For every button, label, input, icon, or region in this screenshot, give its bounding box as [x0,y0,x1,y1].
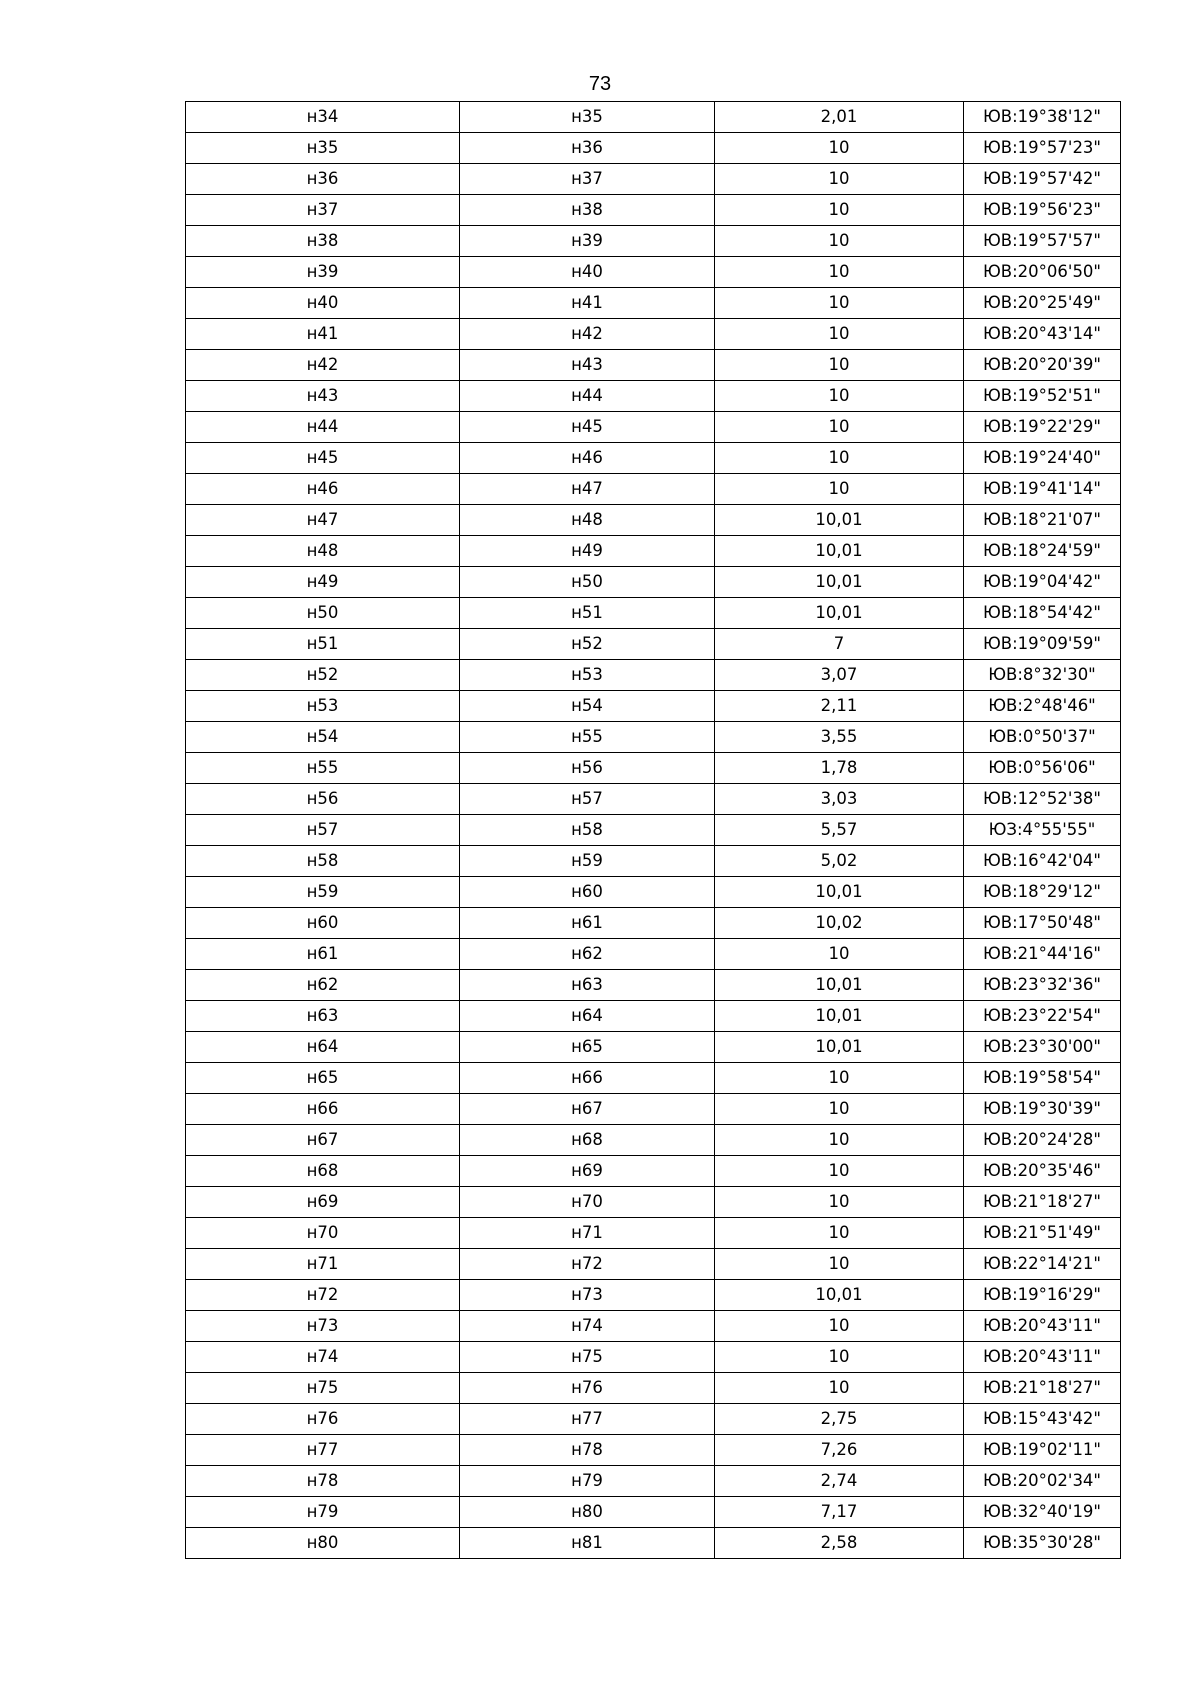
distance-cell: 10 [715,226,964,257]
table-row [186,1528,1121,1559]
to-point-cell: н47 [460,474,715,505]
distance-cell: 10 [715,350,964,381]
from-point-cell: н40 [186,288,460,319]
to-point-cell: н44 [460,381,715,412]
from-point-cell: н69 [186,1187,460,1218]
from-point-cell: н44 [186,412,460,443]
bearing-cell: ЮВ:20°25'49" [964,288,1121,319]
bearing-cell: ЮВ:19°02'11" [964,1435,1121,1466]
bearing-cell: ЮВ:23°30'00" [964,1032,1121,1063]
bearing-cell: ЮВ:35°30'28" [964,1528,1121,1559]
table-row [186,660,1121,691]
table-row [186,877,1121,908]
from-point-cell: н58 [186,846,460,877]
table-row [186,1187,1121,1218]
to-point-cell: н67 [460,1094,715,1125]
bearing-cell: ЮВ:0°50'37" [964,722,1121,753]
table-row [186,567,1121,598]
distance-cell: 2,11 [715,691,964,722]
from-point-cell: н49 [186,567,460,598]
bearing-cell: ЮВ:18°21'07" [964,505,1121,536]
to-point-cell: н62 [460,939,715,970]
table-row [186,505,1121,536]
to-point-cell: н36 [460,133,715,164]
to-point-cell: н59 [460,846,715,877]
bearing-cell: ЮВ:20°43'11" [964,1342,1121,1373]
table-row [186,629,1121,660]
from-point-cell: н76 [186,1404,460,1435]
table-row [186,350,1121,381]
table-row [186,1404,1121,1435]
to-point-cell: н41 [460,288,715,319]
to-point-cell: н50 [460,567,715,598]
bearing-cell: ЮВ:32°40'19" [964,1497,1121,1528]
to-point-cell: н43 [460,350,715,381]
to-point-cell: н77 [460,1404,715,1435]
to-point-cell: н63 [460,970,715,1001]
table-row [186,1063,1121,1094]
bearing-cell: ЮВ:17°50'48" [964,908,1121,939]
from-point-cell: н62 [186,970,460,1001]
bearing-cell: ЮВ:19°30'39" [964,1094,1121,1125]
table-row [186,753,1121,784]
table-row [186,288,1121,319]
from-point-cell: н78 [186,1466,460,1497]
table-row [186,815,1121,846]
bearing-cell: ЮВ:21°18'27" [964,1373,1121,1404]
from-point-cell: н47 [186,505,460,536]
distance-cell: 10,01 [715,505,964,536]
distance-cell: 1,78 [715,753,964,784]
to-point-cell: н80 [460,1497,715,1528]
to-point-cell: н68 [460,1125,715,1156]
to-point-cell: н66 [460,1063,715,1094]
to-point-cell: н78 [460,1435,715,1466]
distance-cell: 10 [715,288,964,319]
from-point-cell: н52 [186,660,460,691]
table-row [186,1373,1121,1404]
bearing-cell: ЮВ:20°24'28" [964,1125,1121,1156]
from-point-cell: н57 [186,815,460,846]
table-row [186,1156,1121,1187]
from-point-cell: н48 [186,536,460,567]
table-row [186,226,1121,257]
bearing-cell: ЮВ:20°43'14" [964,319,1121,350]
table-row [186,908,1121,939]
distance-cell: 3,03 [715,784,964,815]
from-point-cell: н79 [186,1497,460,1528]
bearing-cell: ЮВ:19°24'40" [964,443,1121,474]
from-point-cell: н42 [186,350,460,381]
bearing-cell: ЮВ:12°52'38" [964,784,1121,815]
distance-cell: 2,58 [715,1528,964,1559]
bearing-cell: ЮВ:19°22'29" [964,412,1121,443]
to-point-cell: н58 [460,815,715,846]
bearing-cell: ЮВ:2°48'46" [964,691,1121,722]
from-point-cell: н71 [186,1249,460,1280]
distance-cell: 10,01 [715,536,964,567]
distance-cell: 10 [715,1156,964,1187]
table-body [186,102,1121,1559]
from-point-cell: н63 [186,1001,460,1032]
distance-cell: 10 [715,1249,964,1280]
from-point-cell: н55 [186,753,460,784]
from-point-cell: н53 [186,691,460,722]
from-point-cell: н38 [186,226,460,257]
table-row [186,1466,1121,1497]
distance-cell: 2,75 [715,1404,964,1435]
bearing-cell: ЮВ:8°32'30" [964,660,1121,691]
distance-cell: 10 [715,939,964,970]
bearing-cell: ЮВ:18°29'12" [964,877,1121,908]
distance-cell: 3,07 [715,660,964,691]
distance-cell: 10 [715,257,964,288]
from-point-cell: н39 [186,257,460,288]
distance-cell: 10 [715,1311,964,1342]
table-row [186,102,1121,133]
to-point-cell: н61 [460,908,715,939]
to-point-cell: н76 [460,1373,715,1404]
table-row [186,1001,1121,1032]
to-point-cell: н39 [460,226,715,257]
to-point-cell: н56 [460,753,715,784]
bearing-cell: ЮВ:19°57'57" [964,226,1121,257]
from-point-cell: н60 [186,908,460,939]
to-point-cell: н49 [460,536,715,567]
bearing-cell: ЮВ:20°02'34" [964,1466,1121,1497]
distance-cell: 10,01 [715,1001,964,1032]
distance-cell: 10,01 [715,1280,964,1311]
to-point-cell: н71 [460,1218,715,1249]
to-point-cell: н74 [460,1311,715,1342]
table-row [186,970,1121,1001]
to-point-cell: н53 [460,660,715,691]
bearing-cell: ЮВ:19°57'42" [964,164,1121,195]
from-point-cell: н43 [186,381,460,412]
table-row [186,412,1121,443]
from-point-cell: н72 [186,1280,460,1311]
to-point-cell: н73 [460,1280,715,1311]
distance-cell: 10 [715,133,964,164]
from-point-cell: н77 [186,1435,460,1466]
bearing-cell: ЮВ:21°51'49" [964,1218,1121,1249]
table-row [186,691,1121,722]
bearing-cell: ЮВ:0°56'06" [964,753,1121,784]
distance-cell: 10,01 [715,598,964,629]
bearing-cell: ЮВ:19°04'42" [964,567,1121,598]
table-row [186,133,1121,164]
distance-cell: 10 [715,412,964,443]
distance-cell: 2,74 [715,1466,964,1497]
from-point-cell: н50 [186,598,460,629]
distance-cell: 10 [715,443,964,474]
to-point-cell: н64 [460,1001,715,1032]
bearing-cell: ЮВ:23°22'54" [964,1001,1121,1032]
to-point-cell: н72 [460,1249,715,1280]
from-point-cell: н46 [186,474,460,505]
distance-cell: 10 [715,1342,964,1373]
to-point-cell: н60 [460,877,715,908]
to-point-cell: н52 [460,629,715,660]
from-point-cell: н54 [186,722,460,753]
distance-cell: 10,02 [715,908,964,939]
distance-cell: 10,01 [715,970,964,1001]
from-point-cell: н64 [186,1032,460,1063]
table-row [186,1032,1121,1063]
distance-cell: 7,26 [715,1435,964,1466]
from-point-cell: н66 [186,1094,460,1125]
boundary-segments-table [185,101,1121,1559]
distance-cell: 10 [715,1125,964,1156]
distance-cell: 10,01 [715,567,964,598]
table-row [186,1280,1121,1311]
bearing-cell: ЮВ:22°14'21" [964,1249,1121,1280]
to-point-cell: н40 [460,257,715,288]
distance-cell: 10 [715,195,964,226]
from-point-cell: н41 [186,319,460,350]
distance-cell: 7,17 [715,1497,964,1528]
bearing-cell: ЮВ:18°54'42" [964,598,1121,629]
from-point-cell: н67 [186,1125,460,1156]
bearing-cell: ЮВ:18°24'59" [964,536,1121,567]
to-point-cell: н65 [460,1032,715,1063]
to-point-cell: н42 [460,319,715,350]
bearing-cell: ЮВ:20°20'39" [964,350,1121,381]
to-point-cell: н38 [460,195,715,226]
to-point-cell: н48 [460,505,715,536]
table-row [186,784,1121,815]
table-row [186,598,1121,629]
table-row [186,195,1121,226]
distance-cell: 10 [715,164,964,195]
table-row [186,257,1121,288]
table-row [186,1218,1121,1249]
table-row [186,846,1121,877]
to-point-cell: н69 [460,1156,715,1187]
bearing-cell: ЮВ:19°41'14" [964,474,1121,505]
to-point-cell: н46 [460,443,715,474]
distance-cell: 10 [715,1187,964,1218]
to-point-cell: н79 [460,1466,715,1497]
from-point-cell: н65 [186,1063,460,1094]
table-row [186,443,1121,474]
from-point-cell: н37 [186,195,460,226]
distance-cell: 10,01 [715,1032,964,1063]
bearing-cell: ЮВ:19°38'12" [964,102,1121,133]
bearing-cell: ЮВ:19°52'51" [964,381,1121,412]
from-point-cell: н70 [186,1218,460,1249]
distance-cell: 2,01 [715,102,964,133]
to-point-cell: н70 [460,1187,715,1218]
table-row [186,381,1121,412]
from-point-cell: н34 [186,102,460,133]
to-point-cell: н81 [460,1528,715,1559]
bearing-cell: ЮВ:19°56'23" [964,195,1121,226]
to-point-cell: н37 [460,164,715,195]
distance-cell: 10 [715,319,964,350]
table-row [186,164,1121,195]
distance-cell: 3,55 [715,722,964,753]
table-row [186,1311,1121,1342]
distance-cell: 10 [715,1063,964,1094]
page-number: 73 [588,73,612,95]
boundary-table-container [185,101,1121,1559]
bearing-cell: ЮВ:23°32'36" [964,970,1121,1001]
to-point-cell: н45 [460,412,715,443]
bearing-cell: ЮЗ:4°55'55" [964,815,1121,846]
to-point-cell: н54 [460,691,715,722]
from-point-cell: н80 [186,1528,460,1559]
from-point-cell: н35 [186,133,460,164]
to-point-cell: н55 [460,722,715,753]
bearing-cell: ЮВ:21°44'16" [964,939,1121,970]
from-point-cell: н45 [186,443,460,474]
bearing-cell: ЮВ:19°57'23" [964,133,1121,164]
from-point-cell: н73 [186,1311,460,1342]
from-point-cell: н36 [186,164,460,195]
from-point-cell: н51 [186,629,460,660]
bearing-cell: ЮВ:20°43'11" [964,1311,1121,1342]
bearing-cell: ЮВ:19°09'59" [964,629,1121,660]
distance-cell: 7 [715,629,964,660]
distance-cell: 5,57 [715,815,964,846]
table-row [186,319,1121,350]
table-row [186,1497,1121,1528]
table-row [186,474,1121,505]
table-row [186,1094,1121,1125]
table-row [186,1125,1121,1156]
distance-cell: 10 [715,1218,964,1249]
distance-cell: 10 [715,1373,964,1404]
distance-cell: 10 [715,381,964,412]
distance-cell: 10,01 [715,877,964,908]
bearing-cell: ЮВ:19°58'54" [964,1063,1121,1094]
table-row [186,536,1121,567]
from-point-cell: н61 [186,939,460,970]
table-row [186,1342,1121,1373]
bearing-cell: ЮВ:15°43'42" [964,1404,1121,1435]
bearing-cell: ЮВ:20°35'46" [964,1156,1121,1187]
from-point-cell: н59 [186,877,460,908]
bearing-cell: ЮВ:21°18'27" [964,1187,1121,1218]
from-point-cell: н75 [186,1373,460,1404]
from-point-cell: н56 [186,784,460,815]
to-point-cell: н51 [460,598,715,629]
from-point-cell: н74 [186,1342,460,1373]
bearing-cell: ЮВ:16°42'04" [964,846,1121,877]
bearing-cell: ЮВ:19°16'29" [964,1280,1121,1311]
from-point-cell: н68 [186,1156,460,1187]
table-row [186,939,1121,970]
table-row [186,722,1121,753]
bearing-cell: ЮВ:20°06'50" [964,257,1121,288]
to-point-cell: н35 [460,102,715,133]
to-point-cell: н75 [460,1342,715,1373]
table-row [186,1249,1121,1280]
distance-cell: 5,02 [715,846,964,877]
distance-cell: 10 [715,1094,964,1125]
to-point-cell: н57 [460,784,715,815]
distance-cell: 10 [715,474,964,505]
table-row [186,1435,1121,1466]
